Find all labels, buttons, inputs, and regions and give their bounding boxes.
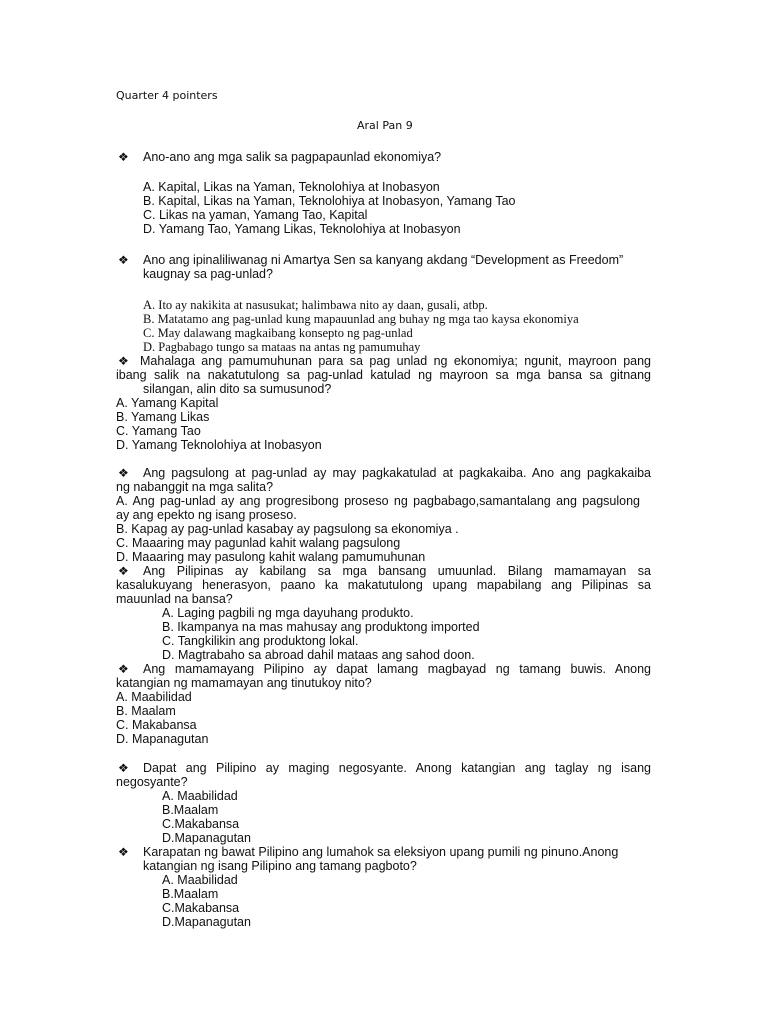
q4-choice-c: C. Maaaring may pagunlad kahit walang pagsulong: [116, 536, 401, 550]
q5-choice-c: C. Tangkilikin ang produktong lokal.: [162, 634, 359, 648]
q3-choice-a: A. Yamang Kapital: [116, 396, 219, 410]
question-3-line-2: ibang salik na nakatutulong sa pag-unlad katulad ng mayroon sa mga bansa sa gitnang: [116, 368, 651, 382]
question-2-line-1: Ano ang ipinaliliwanag ni Amartya Sen sa kanyang akdang “Development as Freedom”: [143, 253, 624, 267]
q6-choice-c: C. Makabansa: [116, 718, 197, 732]
bullet-icon: ❖: [118, 845, 129, 859]
q2-choice-d: D. Pagbabago tungo sa mataas na antas ng pamumuhay: [143, 340, 421, 354]
question-3-line-3: silangan, alin dito sa sumusunod?: [143, 382, 332, 396]
q4-choice-b: B. Kapag ay pag-unlad kasabay ay pagsulong sa ekonomiya .: [116, 522, 459, 536]
q5-choice-b: B. Ikampanya na mas mahusay ang produktong imported: [162, 620, 480, 634]
question-7-line-2: negosyante?: [116, 775, 188, 789]
question-6-line-1: Ang mamamayang Pilipino ay dapat lamang magbayad ng tamang buwis. Anong: [143, 662, 651, 676]
question-6-line-2: katangian ng mamamayan ang tinutukoy nito?: [116, 676, 372, 690]
q2-choice-c: C. May dalawang magkaibang konsepto ng pag-unlad: [143, 326, 413, 340]
q6-choice-a: A. Maabilidad: [116, 690, 192, 704]
bullet-icon: ❖: [118, 466, 129, 480]
q2-choice-a: A. Ito ay nakikita at nasusukat; halimbawa nito ay daan, gusali, atbp.: [143, 298, 488, 312]
question-7-line-1: Dapat ang Pilipino ay maging negosyante. Anong katangian ang taglay ng isang: [143, 761, 651, 775]
q7-choice-c: C.Makabansa: [162, 817, 240, 831]
bullet-icon: ❖: [118, 761, 129, 775]
q8-choice-a: A. Maabilidad: [162, 873, 238, 887]
q8-choice-c: C.Makabansa: [162, 901, 240, 915]
q4-choice-a: A. Ang pag-unlad ay ang progresibong proseso ng pagbabago,samantalang ang pagsulong: [116, 494, 640, 508]
q1-choice-a: A. Kapital, Likas na Yaman, Teknolohiya at Inobasyon: [143, 180, 440, 194]
question-5-line-2: kasalukuyang henerasyon, paano ka makatutulong upang mapabilang ang Pilipinas sa: [116, 578, 651, 592]
q1-choice-b: B. Kapital, Likas na Yaman, Teknolohiya at Inobasyon, Yamang Tao: [143, 194, 516, 208]
q2-choice-b: B. Matatamo ang pag-unlad kung mapauunlad ang buhay ng mga tao kaysa ekonomiya: [143, 312, 579, 326]
question-5-line-3: mauunlad na bansa?: [116, 592, 233, 606]
q5-choice-d: D. Magtrabaho sa abroad dahil mataas ang sahod doon.: [162, 648, 475, 662]
q3-choice-b: B. Yamang Likas: [116, 410, 210, 424]
doc-subject: Aral Pan 9: [357, 119, 413, 132]
q3-choice-c: C. Yamang Tao: [116, 424, 201, 438]
bullet-icon: ❖: [118, 354, 129, 368]
bullet-icon: ❖: [118, 564, 129, 578]
q3-choice-d: D. Yamang Teknolohiya at Inobasyon: [116, 438, 322, 452]
question-2-line-2: kaugnay sa pag-unlad?: [143, 267, 273, 281]
q7-choice-d: D.Mapanagutan: [162, 831, 251, 845]
question-8-line-2: katangian ng isang Pilipino ang tamang pagboto?: [143, 859, 417, 873]
bullet-icon: ❖: [118, 662, 129, 676]
q5-choice-a: A. Laging pagbili ng mga dayuhang produkto.: [162, 606, 414, 620]
doc-title: Quarter 4 pointers: [116, 89, 218, 102]
q7-choice-a: A. Maabilidad: [162, 789, 238, 803]
question-5-line-1: Ang Pilipinas ay kabilang sa mga bansang umuunlad. Bilang mamamayan sa: [143, 564, 651, 578]
question-8-line-1: Karapatan ng bawat Pilipino ang lumahok sa eleksiyon upang pumili ng pinuno.Anong: [143, 845, 619, 859]
bullet-icon: ❖: [118, 150, 129, 164]
q8-choice-d: D.Mapanagutan: [162, 915, 251, 929]
bullet-icon: ❖: [118, 253, 129, 267]
q4-choice-d: D. Maaaring may pasulong kahit walang pamumuhunan: [116, 550, 426, 564]
question-1: Ano-ano ang mga salik sa pagpapaunlad ekonomiya?: [143, 150, 442, 164]
q8-choice-b: B.Maalam: [162, 887, 219, 901]
q7-choice-b: B.Maalam: [162, 803, 219, 817]
question-4-line-1: Ang pagsulong at pag-unlad ay may pagkakatulad at pagkakaiba. Ano ang pagkakaiba: [143, 466, 651, 480]
question-4-line-2: ng nabanggit na mga salita?: [116, 480, 274, 494]
q1-choice-d: D. Yamang Tao, Yamang Likas, Teknolohiya at Inobasyon: [143, 222, 461, 236]
q4-choice-a-cont: ay ang epekto ng isang proseso.: [116, 508, 297, 522]
q1-choice-c: C. Likas na yaman, Yamang Tao, Kapital: [143, 208, 368, 222]
q6-choice-b: B. Maalam: [116, 704, 176, 718]
q6-choice-d: D. Mapanagutan: [116, 732, 209, 746]
question-3-line-1: Mahalaga ang pamumuhunan para sa pag unlad ng ekonomiya; ngunit, mayroon pang: [140, 354, 651, 368]
